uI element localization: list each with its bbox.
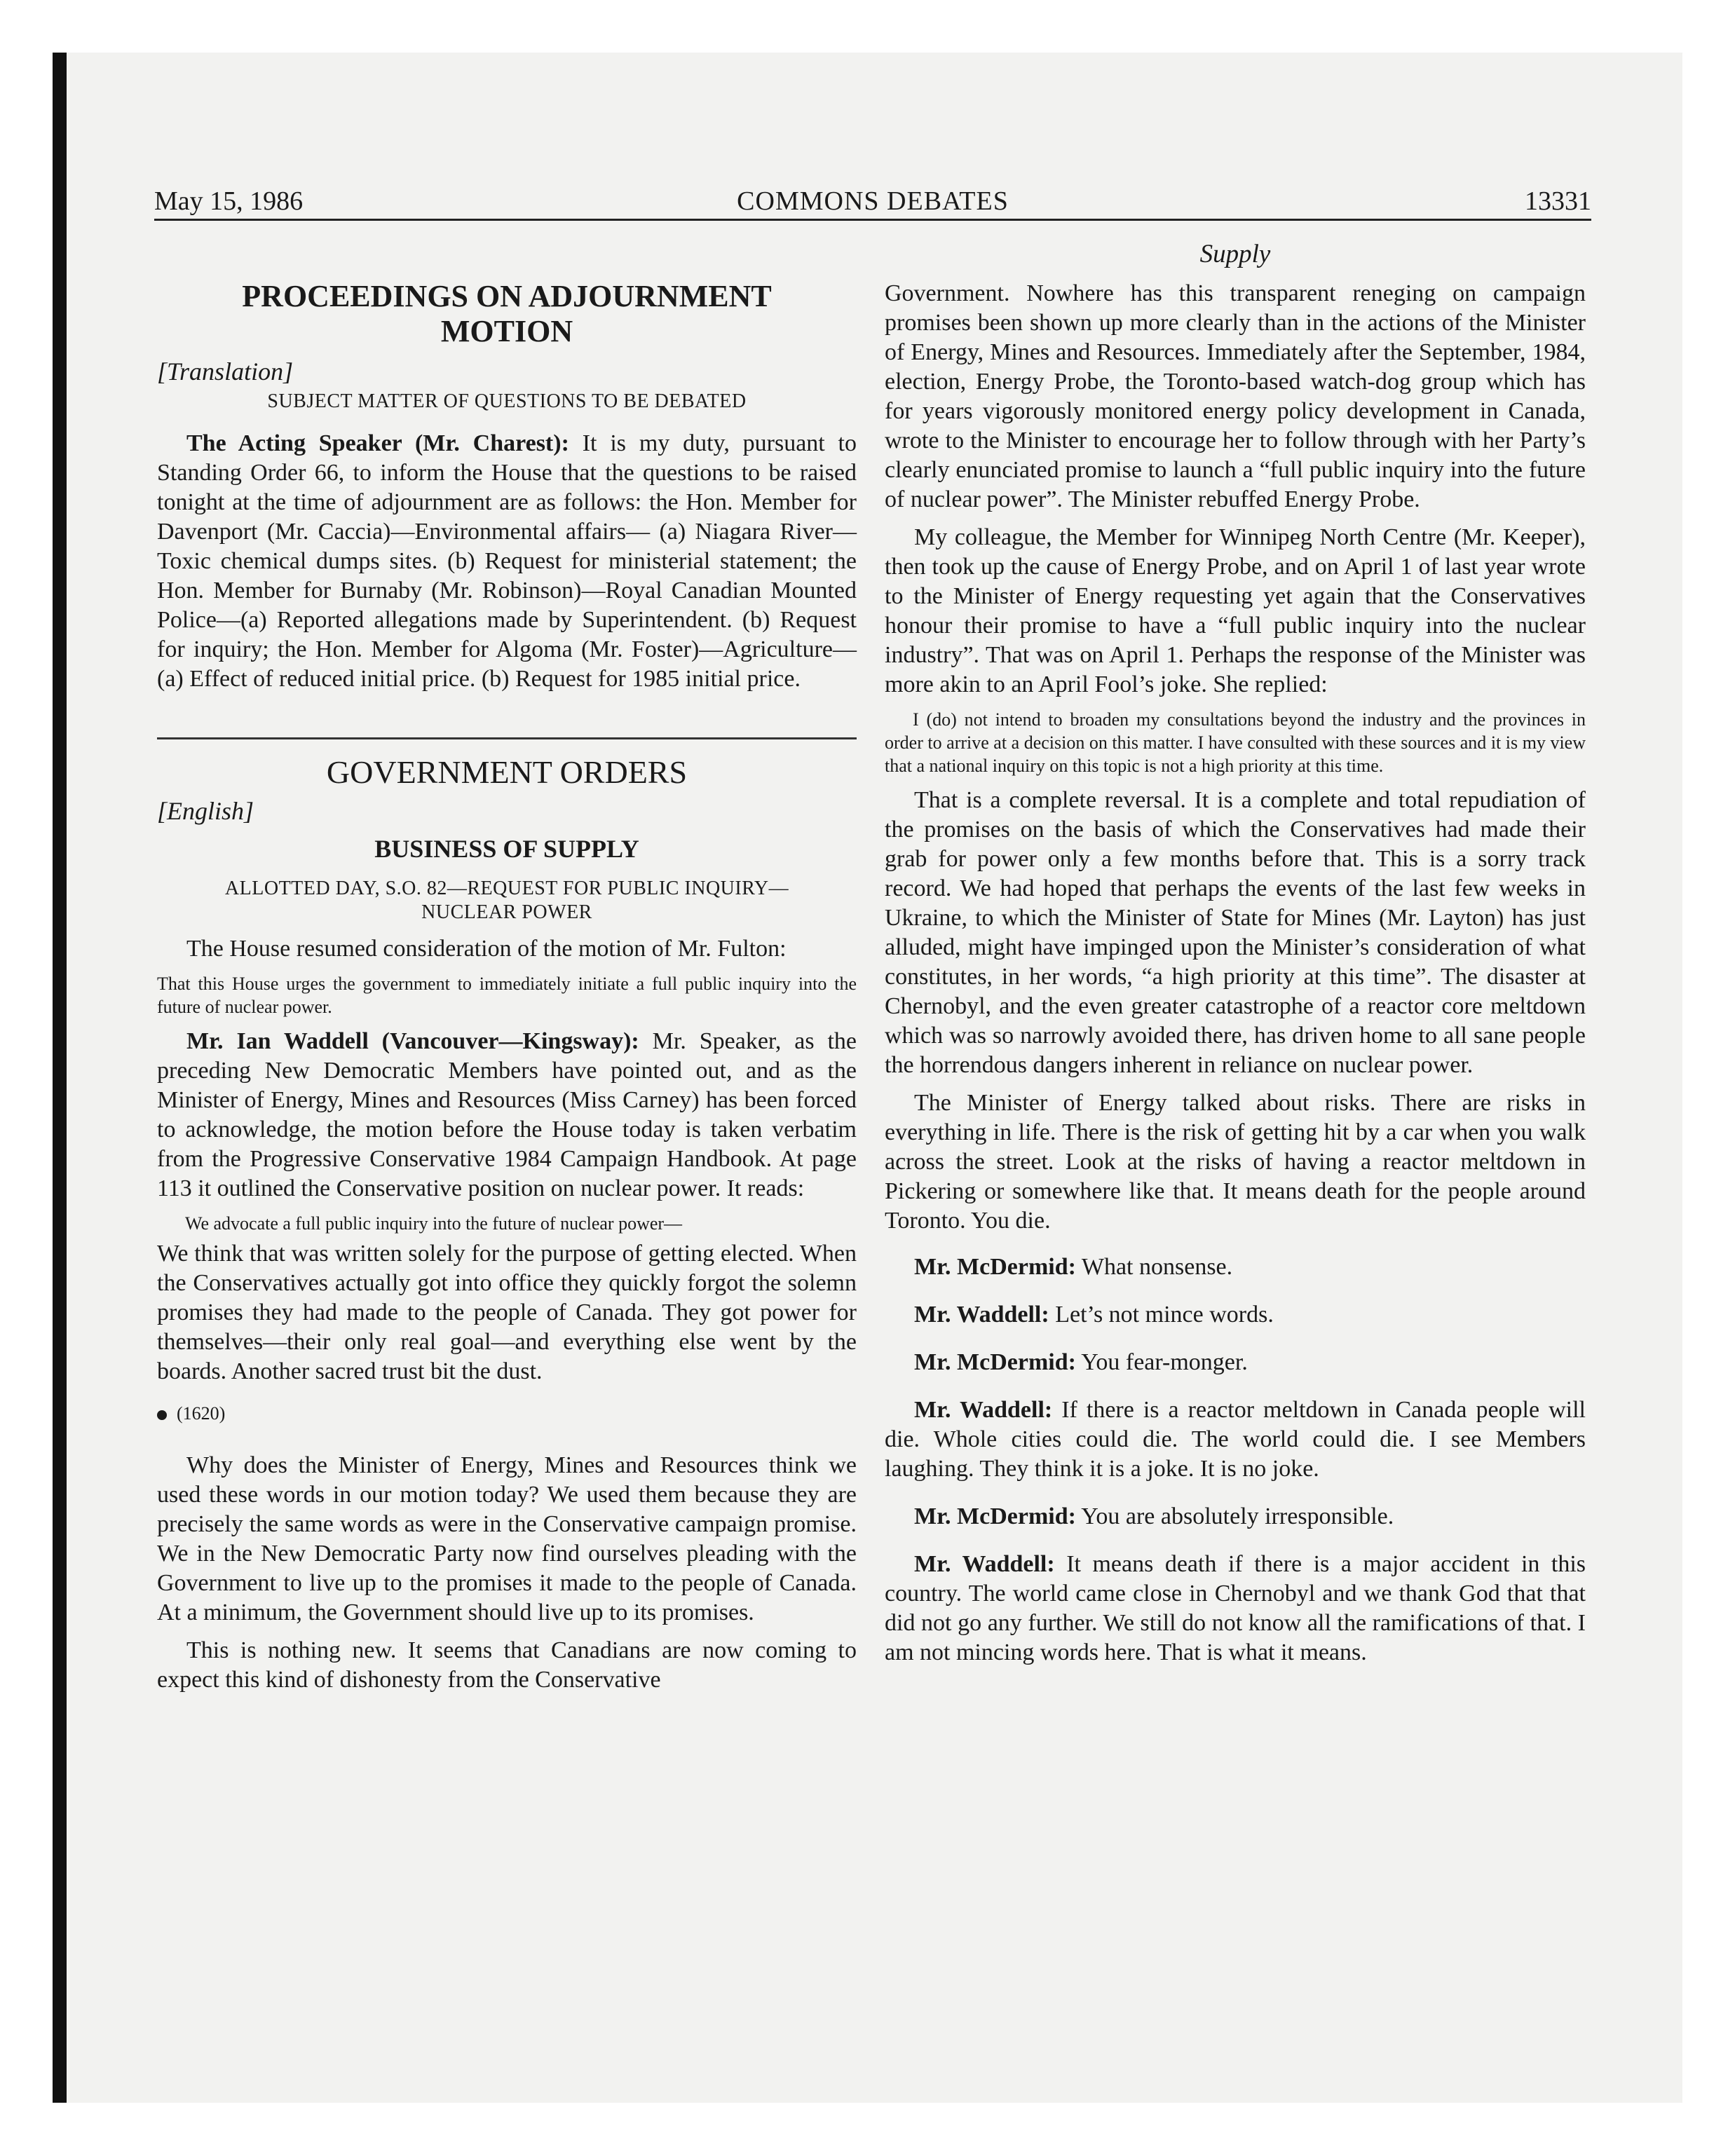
header-date: May 15, 1986 — [154, 186, 304, 216]
minister-quote: I (do) not intend to broaden my consultations beyond the industry and the provinces in order to arrive at a decision on this matter. I have consulted with these sources and it is my view that a national inquiry on this topic is not a high priority at this time. — [885, 709, 1586, 776]
subject-matter-heading: SUBJECT MATTER OF QUESTIONS TO BE DEBATED — [267, 390, 747, 412]
why-paragraph: Why does the Minister of Energy, Mines and Resources think we used these words in our motion today? We used them because they are precisely the same words as were in the Conservative campaign promise. We in the New Democratic Party now find ourselves pleading with the Government to live up to the promises it made to the people of Canada. At a minimum, the Government should live up to its promises. — [157, 1452, 857, 1625]
running-section-title: Supply — [1199, 240, 1271, 268]
government-orders-title: GOVERNMENT ORDERS — [326, 754, 688, 790]
reversal-paragraph: That is a complete reversal. It is a complete and total repudiation of the promises on the basis of which the Conservatives had made their grab for power only a few months before that. This is a sorry track record. We had hoped that perhaps the events of the last few weeks in Ukraine, to which the Minister of State for Mines (Mr. Layton) has just alluded, might have impinged upon the Minister’s consideration of what constitutes, in her words, “a high priority at this time”. The disaster at Chernobyl, and the even greater catastrophe of a reactor core meltdown which was so narrowly avoided there, has driven home to all sane people the horrendous dangers inherent in reliance on nuclear power. — [885, 787, 1586, 1078]
exchange-text: Let’s not mince words. — [1055, 1302, 1274, 1328]
exchange-paragraph — [885, 1253, 1586, 1282]
exchange-paragraph — [885, 1348, 1586, 1377]
waddell-speaker: Mr. Ian Waddell (Vancouver—Kingsway): — [186, 1028, 639, 1054]
english-label: [English] — [157, 797, 254, 825]
risks-paragraph: The Minister of Energy talked about risks. There are risks in everything in life. There is the risk of getting hit by a car when you walk across the street. Look at the risks of having a reactor meltdown in Pickering or somewhere like that. It means death for the people around Toronto. You die. — [885, 1090, 1586, 1234]
exchange-speaker: Mr. McDermid: — [914, 1349, 1076, 1375]
bullet-icon — [157, 1410, 167, 1420]
exchange-text: You fear-monger. — [1081, 1349, 1248, 1375]
header-publication: COMMONS DEBATES — [737, 186, 1009, 216]
exchange-text: It means death if there is a major accident in this country. The world came close in Chernobyl and we thank God that that did not go any further. We still do not know all the ramifications of that. I am not mincing words here. That is what it means. — [885, 1551, 1586, 1665]
handbook-quote: We advocate a full public inquiry into the future of nuclear power— — [185, 1213, 683, 1234]
allotted-day-heading-line2: NUCLEAR POWER — [421, 901, 592, 923]
think-paragraph: We think that was written solely for the purpose of getting elected. When the Conservatives actually got into office they quickly forgot the solemn promises they had made to the people of Canada. They got power for themselves—their only real goal—and everything else went by the boards. Another sacred trust bit the dust. — [157, 1241, 857, 1384]
exchange-speaker: Mr. Waddell: — [914, 1302, 1049, 1328]
header-page-number: 13331 — [1525, 186, 1591, 216]
exchange-text: You are absolutely irresponsible. — [1081, 1503, 1394, 1529]
exchange-paragraph — [885, 1550, 1586, 1667]
speaker-name: The Acting Speaker (Mr. Charest): — [186, 430, 569, 456]
time-marker — [157, 1402, 857, 1426]
exchange-speaker: Mr. Waddell: — [914, 1551, 1055, 1577]
allotted-day-heading-line1: ALLOTTED DAY, S.O. 82—REQUEST FOR PUBLIC INQUIRY— — [224, 878, 789, 899]
business-of-supply-heading: BUSINESS OF SUPPLY — [374, 835, 639, 863]
translation-label: [Translation] — [157, 357, 294, 386]
colleague-paragraph: My colleague, the Member for Winnipeg North Centre (Mr. Keeper), then took up the cause of Energy Probe, and on April 1 of last year wrote to the Minister of Energy requesting yet again that the Conservatives honour their promise to have a “full public inquiry into the nuclear industry”. That was on April 1. Perhaps the response of the Minister was more akin to an April Fool’s joke. She replied: — [885, 524, 1586, 697]
time-marker-text: (1620) — [177, 1403, 226, 1424]
waddell-text: Mr. Speaker, as the preceding New Democratic Members have pointed out, and as the Minister of Energy, Mines and Resources (Miss Carney) has been forced to acknowledge, the motion before the House today is taken verbatim from the Progressive Conservative 1984 Campaign Handbook. At page 113 it outlined the Conservative position on nuclear power. It reads: — [157, 1028, 857, 1201]
waddell-paragraph — [157, 1027, 857, 1203]
binding-edge — [53, 53, 67, 2103]
government-paragraph: Government. Nowhere has this transparent reneging on campaign promises been shown up more clearly than in the actions of the Minister of Energy, Mines and Resources. Immediately after the September, 1984, election, Energy Probe, the Toronto-based watch-dog group which has for years vigorously monitored energy policy development in Canada, wrote to the Minister to encourage her to follow through with her Party’s clearly enunciated promise to launch a “full public inquiry into the future of nuclear power”. The Minister rebuffed Energy Probe. — [885, 280, 1586, 512]
motion-quote: That this House urges the government to immediately initiate a full public inquiry into the future of nuclear power. — [157, 974, 857, 1017]
acting-speaker-paragraph — [157, 429, 857, 694]
exchange-paragraph — [885, 1300, 1586, 1330]
header-rule — [154, 219, 1591, 221]
exchange-speaker: Mr. McDermid: — [914, 1254, 1076, 1280]
resumed-paragraph: The House resumed consideration of the motion of Mr. Fulton: — [186, 936, 787, 962]
adjournment-title: PROCEEDINGS ON ADJOURNMENT MOTION — [242, 279, 772, 348]
exchange-text: If there is a reactor meltdown in Canada people will die. Whole cities could die. The world could die. I see Members laughing. They think it is a joke. It is no joke. — [885, 1397, 1586, 1482]
exchange-text: What nonsense. — [1081, 1254, 1233, 1280]
exchange-speaker: Mr. McDermid: — [914, 1503, 1076, 1529]
exchange-paragraph — [885, 1502, 1586, 1531]
exchange-paragraph — [885, 1396, 1586, 1484]
section-divider — [157, 737, 857, 739]
right-column — [885, 279, 1586, 1676]
left-column — [157, 279, 857, 1703]
running-header — [154, 184, 1591, 219]
speaker-text: It is my duty, pursuant to Standing Order 66, to inform the House that the questions to be raised tonight at the time of adjournment are as follows: the Hon. Member for Davenport (Mr. Caccia)—Environmental affairs— (a) Niagara River—Toxic chemical dumps sites. (b) Request for ministerial statement; the Hon. Member for Burnaby (Mr. Robinson)—Royal Canadian Mounted Police—(a) Reported allegations made by Superintendent. (b) Request for inquiry; the Hon. Member for Algoma (Mr. Foster)—Agriculture—(a) Effect of reduced initial price. (b) Request for 1985 initial price. — [157, 430, 857, 692]
exchange-speaker: Mr. Waddell: — [914, 1397, 1053, 1423]
nothing-new-paragraph: This is nothing new. It seems that Canadians are now coming to expect this kind of dishonesty from the Conservative — [157, 1637, 857, 1693]
